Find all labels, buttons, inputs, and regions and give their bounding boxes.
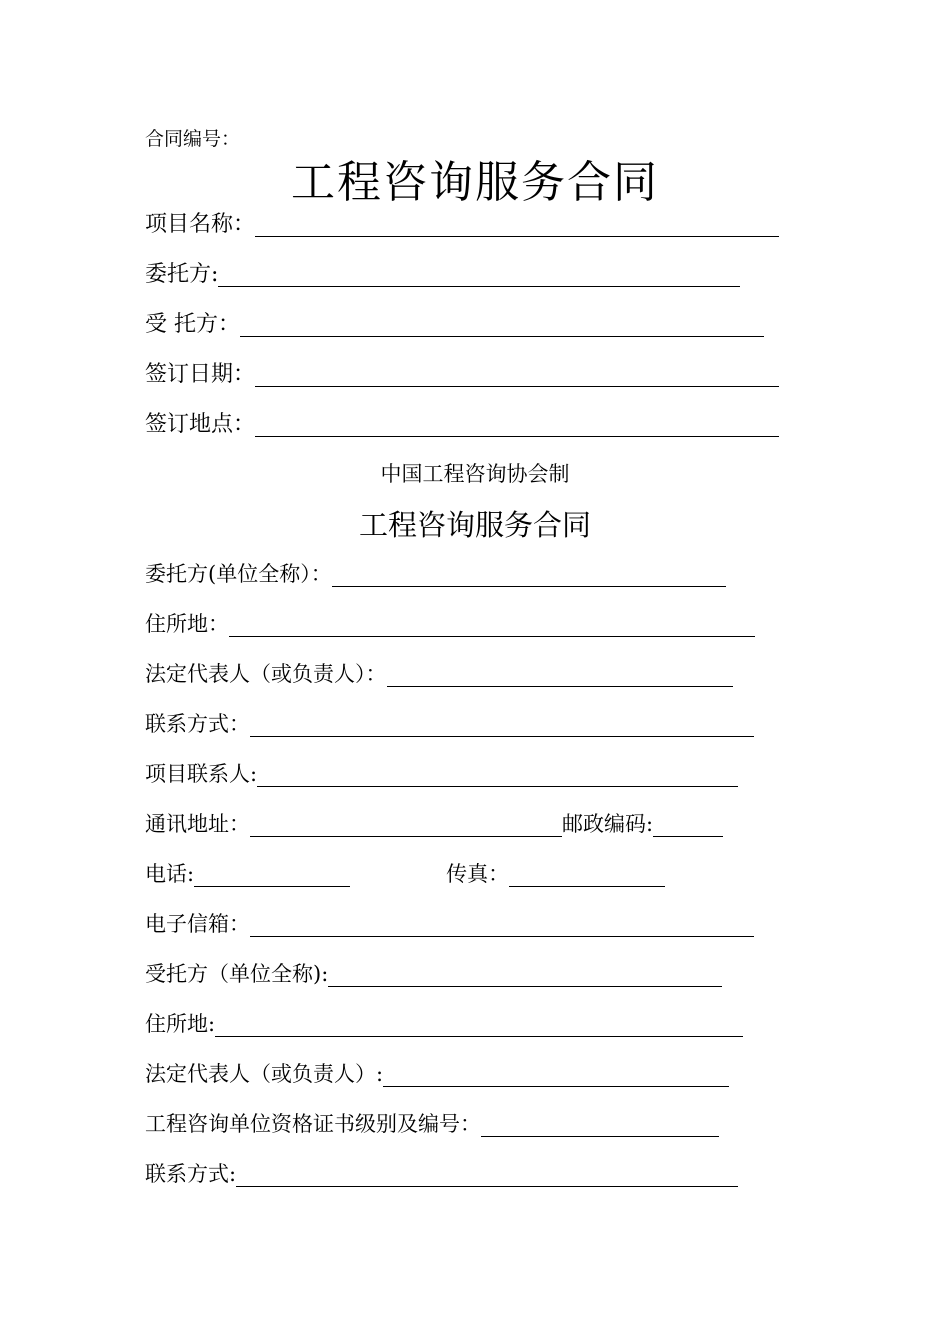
mail-address-label: 通讯地址： <box>145 812 250 836</box>
client-legal-rep-field[interactable] <box>387 664 733 687</box>
client-label: 委托方: <box>145 262 219 287</box>
project-contact-label: 项目联系人: <box>145 762 258 786</box>
contract-number-label: 合同编号： <box>145 128 241 150</box>
contractor-address-field[interactable] <box>215 1014 743 1037</box>
email-label: 电子信箱： <box>145 912 250 936</box>
sign-place-row <box>145 407 779 438</box>
sign-date-label: 签订日期： <box>145 362 256 387</box>
client-field[interactable] <box>218 264 740 287</box>
mail-address-row <box>145 808 723 838</box>
client-fullname-field[interactable] <box>332 564 726 587</box>
email-row <box>145 908 754 938</box>
qualification-field[interactable] <box>481 1114 719 1137</box>
project-contact-field[interactable] <box>257 764 738 787</box>
client-row <box>145 257 740 288</box>
postcode-label: 邮政编码: <box>562 812 654 836</box>
client-contact-label: 联系方式： <box>145 712 250 736</box>
project-name-field[interactable] <box>255 214 779 237</box>
project-name-row <box>145 207 779 238</box>
contractor-address-row <box>145 1008 743 1038</box>
fax-label: 传真： <box>446 862 510 886</box>
phone-fax-row <box>145 858 665 888</box>
client-legal-rep-label: 法定代表人（或负责人）： <box>145 662 387 686</box>
qualification-label: 工程咨询单位资格证书级别及编号： <box>145 1112 481 1136</box>
sign-date-field[interactable] <box>255 364 779 387</box>
section-title: 工程咨询服务合同 <box>358 508 591 542</box>
main-title: 工程咨询服务合同 <box>291 157 659 208</box>
client-address-row <box>145 608 755 638</box>
client-fullname-row <box>145 558 726 588</box>
contractor-row <box>145 307 764 338</box>
contractor-fullname-label: 受托方（单位全称): <box>145 962 329 986</box>
phone-field[interactable] <box>194 864 350 887</box>
client-address-field[interactable] <box>229 614 755 637</box>
client-contact-field[interactable] <box>250 714 754 737</box>
sign-place-field[interactable] <box>255 414 779 437</box>
client-contact-row <box>145 708 754 738</box>
email-field[interactable] <box>250 914 754 937</box>
client-fullname-label: 委托方(单位全称）： <box>145 562 332 586</box>
contractor-legal-rep-row <box>145 1058 729 1088</box>
contractor-fullname-field[interactable] <box>328 964 722 987</box>
project-contact-row <box>145 758 738 788</box>
contractor-field[interactable] <box>240 314 764 337</box>
contractor-contact-label: 联系方式: <box>145 1162 237 1186</box>
contractor-contact-row <box>145 1158 738 1188</box>
association-note: 中国工程咨询协会制 <box>380 462 570 486</box>
sign-place-label: 签订地点： <box>145 412 256 437</box>
sign-date-row <box>145 357 779 388</box>
contractor-legal-rep-label: 法定代表人（或负责人）: <box>145 1062 384 1086</box>
contractor-address-label: 住所地: <box>145 1012 216 1036</box>
project-name-label: 项目名称： <box>145 212 256 237</box>
client-address-label: 住所地： <box>145 612 229 636</box>
contractor-legal-rep-field[interactable] <box>383 1064 729 1087</box>
contractor-label: 受 托方： <box>145 312 240 337</box>
mail-address-field[interactable] <box>250 814 562 837</box>
phone-label: 电话: <box>145 862 195 886</box>
qualification-row <box>145 1108 719 1138</box>
postcode-field[interactable] <box>653 814 723 837</box>
contractor-fullname-row <box>145 958 722 988</box>
client-legal-rep-row <box>145 658 733 688</box>
contractor-contact-field[interactable] <box>236 1164 738 1187</box>
fax-field[interactable] <box>509 864 665 887</box>
